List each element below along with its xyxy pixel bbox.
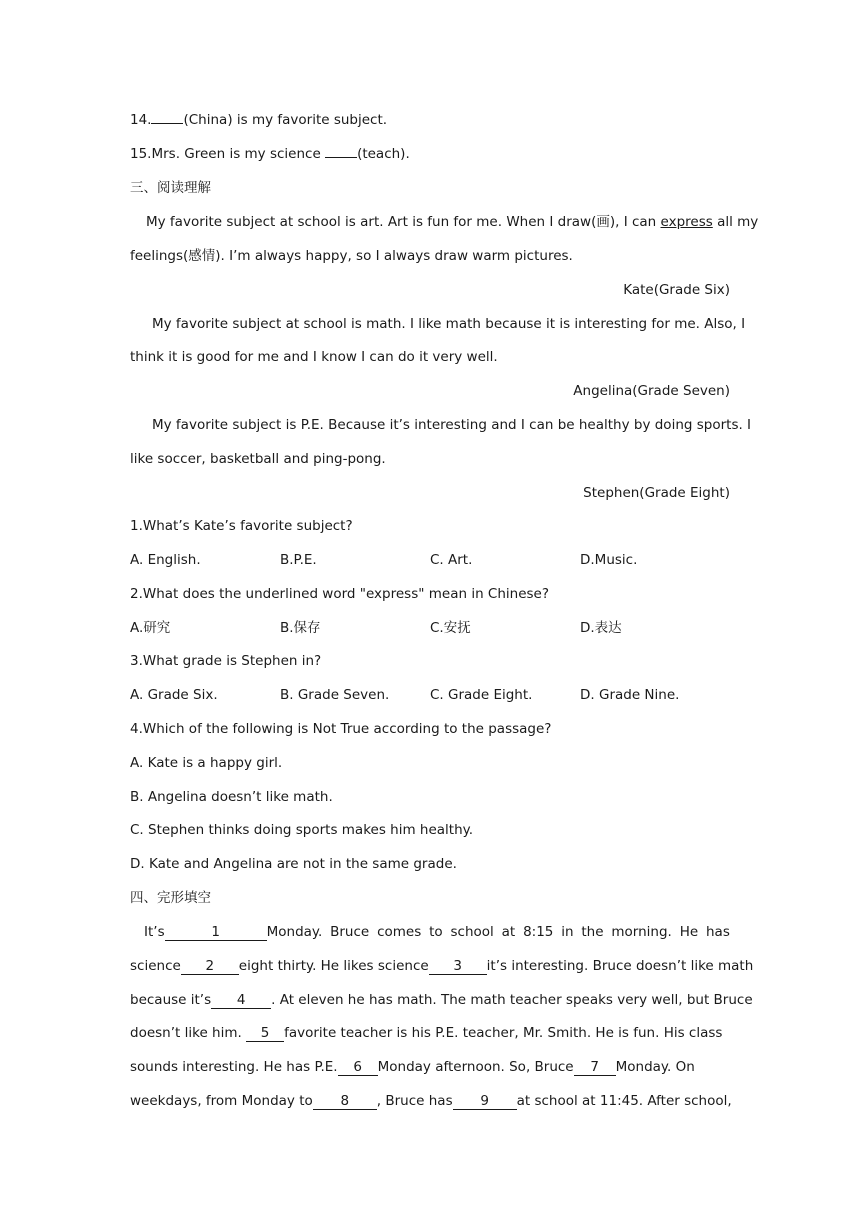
cloze-blank[interactable]: 1: [165, 924, 267, 941]
option-b[interactable]: B. Angelina doesn’t like math.: [130, 789, 333, 805]
question-text: 2.What does the underlined word "express" mean in Chinese?: [130, 586, 550, 602]
cloze-line-2: science 2 eight thirty. He likes science 3 it’s interesting. Bruce doesn’t like math: [130, 958, 754, 974]
option-a[interactable]: A. Kate is a happy girl.: [130, 755, 283, 771]
question-text: 3.What grade is Stephen in?: [130, 653, 322, 669]
question-15: 15.Mrs. Green is my science (teach).: [130, 146, 410, 162]
cloze-blank[interactable]: 3: [429, 958, 487, 975]
option-a[interactable]: A. English.: [130, 552, 201, 568]
option-d[interactable]: D.表达: [580, 620, 622, 636]
option-b[interactable]: B. Grade Seven.: [280, 687, 390, 703]
section-heading-cloze: 四、完形填空: [130, 890, 211, 906]
option-c[interactable]: C. Art.: [430, 552, 473, 568]
cloze-blank[interactable]: 5: [246, 1025, 284, 1042]
option-d[interactable]: D.Music.: [580, 552, 638, 568]
signature-kate: Kate(Grade Six): [623, 282, 730, 298]
option-a[interactable]: A. Grade Six.: [130, 687, 218, 703]
passage-stephen-line2: like soccer, basketball and ping-pong.: [130, 451, 386, 467]
cloze-blank[interactable]: 6: [338, 1059, 378, 1076]
option-d[interactable]: D. Kate and Angelina are not in the same grade.: [130, 856, 457, 872]
passage-stephen-line1: My favorite subject is P.E. Because it’s interesting and I can be healthy by doing sports. I: [152, 417, 752, 433]
question-text: 1.What’s Kate’s favorite subject?: [130, 518, 353, 534]
question-text: 4.Which of the following is Not True according to the passage?: [130, 721, 552, 737]
answer-blank[interactable]: [151, 123, 183, 124]
cloze-blank[interactable]: 9: [453, 1093, 517, 1110]
option-a[interactable]: A.研究: [130, 620, 171, 636]
cloze-line-6: weekdays, from Monday to 8 , Bruce has 9 at school at 11:45. After school,: [130, 1093, 732, 1109]
cloze-line-4: doesn’t like him. 5 favorite teacher is his P.E. teacher, Mr. Smith. He is fun. His class: [130, 1025, 723, 1041]
cloze-line-1: It’s 1 Monday. Bruce comes to school at 8:15 in the morning. He has: [144, 924, 730, 940]
section-heading-reading: 三、阅读理解: [130, 180, 211, 196]
answer-blank[interactable]: [325, 157, 357, 158]
option-c[interactable]: C.安抚: [430, 620, 471, 636]
passage-kate-line2: feelings(感情). I’m always happy, so I always draw warm pictures.: [130, 248, 573, 264]
question-14: 14. (China) is my favorite subject.: [130, 112, 388, 128]
option-b[interactable]: B.P.E.: [280, 552, 317, 568]
cloze-blank[interactable]: 4: [211, 992, 271, 1009]
passage-angelina-line1: My favorite subject at school is math. I like math because it is interesting for me. Also, I: [152, 316, 746, 332]
cloze-blank[interactable]: 7: [574, 1059, 616, 1076]
signature-stephen: Stephen(Grade Eight): [583, 485, 730, 501]
cloze-blank[interactable]: 8: [313, 1093, 377, 1110]
option-c[interactable]: C. Grade Eight.: [430, 687, 533, 703]
passage-angelina-line2: think it is good for me and I know I can do it very well.: [130, 349, 498, 365]
option-b[interactable]: B.保存: [280, 620, 321, 636]
option-c[interactable]: C. Stephen thinks doing sports makes him healthy.: [130, 822, 474, 838]
cloze-blank[interactable]: 2: [181, 958, 239, 975]
passage-kate-line1: My favorite subject at school is art. Art is fun for me. When I draw(画), I can express all my: [146, 214, 759, 230]
cloze-line-5: sounds interesting. He has P.E. 6 Monday afternoon. So, Bruce 7 Monday. On: [130, 1059, 695, 1075]
signature-angelina: Angelina(Grade Seven): [573, 383, 730, 399]
underlined-word: express: [660, 214, 713, 230]
cloze-line-3: because it’s 4 . At eleven he has math. The math teacher speaks very well, but Bruce: [130, 992, 753, 1008]
option-d[interactable]: D. Grade Nine.: [580, 687, 680, 703]
